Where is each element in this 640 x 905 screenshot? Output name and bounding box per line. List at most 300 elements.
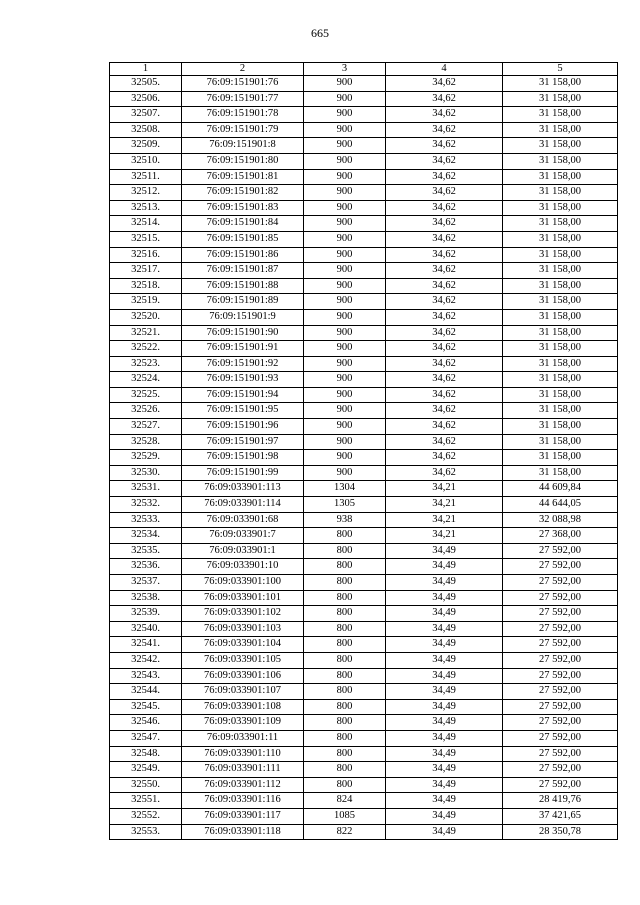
amount-cell: 27 592,00 — [503, 575, 618, 591]
cadastral-number-cell: 76:09:033901:111 — [182, 762, 304, 778]
row-number-cell: 32536. — [110, 559, 182, 575]
rate-cell: 34,49 — [386, 715, 503, 731]
area-cell: 800 — [304, 668, 386, 684]
area-cell: 900 — [304, 403, 386, 419]
area-cell: 1305 — [304, 497, 386, 513]
row-number-cell: 32518. — [110, 278, 182, 294]
table-row — [110, 278, 618, 294]
row-number-cell: 32510. — [110, 153, 182, 169]
table-row — [110, 76, 618, 92]
table-row — [110, 153, 618, 169]
cadastral-number-cell: 76:09:033901:7 — [182, 528, 304, 544]
column-header: 3 — [304, 63, 386, 76]
cadastral-number-cell: 76:09:151901:8 — [182, 138, 304, 154]
amount-cell: 27 592,00 — [503, 637, 618, 653]
table-row — [110, 559, 618, 575]
rate-cell: 34,49 — [386, 699, 503, 715]
row-number-cell: 32532. — [110, 497, 182, 513]
column-header: 1 — [110, 63, 182, 76]
area-cell: 800 — [304, 559, 386, 575]
amount-cell: 27 592,00 — [503, 684, 618, 700]
amount-cell: 31 158,00 — [503, 263, 618, 279]
table-row — [110, 325, 618, 341]
rate-cell: 34,62 — [386, 231, 503, 247]
row-number-cell: 32530. — [110, 465, 182, 481]
table-row — [110, 387, 618, 403]
amount-cell: 27 592,00 — [503, 590, 618, 606]
row-number-cell: 32538. — [110, 590, 182, 606]
column-header: 5 — [503, 63, 618, 76]
rate-cell: 34,49 — [386, 590, 503, 606]
cadastral-number-cell: 76:09:151901:78 — [182, 107, 304, 123]
area-cell: 900 — [304, 263, 386, 279]
cadastral-number-cell: 76:09:151901:90 — [182, 325, 304, 341]
area-cell: 800 — [304, 746, 386, 762]
table-row — [110, 434, 618, 450]
rate-cell: 34,49 — [386, 575, 503, 591]
table-row — [110, 185, 618, 201]
row-number-cell: 32524. — [110, 372, 182, 388]
header-row — [110, 63, 618, 76]
table-row — [110, 699, 618, 715]
cadastral-number-cell: 76:09:033901:117 — [182, 808, 304, 824]
cadastral-number-cell: 76:09:151901:85 — [182, 231, 304, 247]
area-cell: 824 — [304, 793, 386, 809]
cadastral-number-cell: 76:09:151901:88 — [182, 278, 304, 294]
area-cell: 800 — [304, 715, 386, 731]
row-number-cell: 32553. — [110, 824, 182, 840]
area-cell: 900 — [304, 372, 386, 388]
cadastral-number-cell: 76:09:151901:87 — [182, 263, 304, 279]
amount-cell: 31 158,00 — [503, 216, 618, 232]
cadastral-number-cell: 76:09:151901:99 — [182, 465, 304, 481]
amount-cell: 31 158,00 — [503, 107, 618, 123]
area-cell: 800 — [304, 762, 386, 778]
amount-cell: 31 158,00 — [503, 231, 618, 247]
amount-cell: 31 158,00 — [503, 294, 618, 310]
row-number-cell: 32526. — [110, 403, 182, 419]
row-number-cell: 32535. — [110, 543, 182, 559]
amount-cell: 27 592,00 — [503, 621, 618, 637]
row-number-cell: 32551. — [110, 793, 182, 809]
rate-cell: 34,62 — [386, 387, 503, 403]
table-row — [110, 403, 618, 419]
rate-cell: 34,62 — [386, 341, 503, 357]
cadastral-number-cell: 76:09:033901:104 — [182, 637, 304, 653]
row-number-cell: 32552. — [110, 808, 182, 824]
row-number-cell: 32513. — [110, 200, 182, 216]
cadastral-number-cell: 76:09:151901:91 — [182, 341, 304, 357]
rate-cell: 34,62 — [386, 403, 503, 419]
row-number-cell: 32515. — [110, 231, 182, 247]
amount-cell: 31 158,00 — [503, 247, 618, 263]
amount-cell: 37 421,65 — [503, 808, 618, 824]
rate-cell: 34,49 — [386, 808, 503, 824]
amount-cell: 31 158,00 — [503, 325, 618, 341]
rate-cell: 34,49 — [386, 606, 503, 622]
table-row — [110, 668, 618, 684]
table-row — [110, 216, 618, 232]
area-cell: 900 — [304, 185, 386, 201]
row-number-cell: 32527. — [110, 419, 182, 435]
amount-cell: 31 158,00 — [503, 138, 618, 154]
table-body — [110, 63, 618, 840]
rate-cell: 34,21 — [386, 528, 503, 544]
area-cell: 900 — [304, 107, 386, 123]
table-row — [110, 465, 618, 481]
rate-cell: 34,49 — [386, 621, 503, 637]
table-row — [110, 356, 618, 372]
rate-cell: 34,62 — [386, 107, 503, 123]
table-row — [110, 528, 618, 544]
cadastral-number-cell: 76:09:033901:101 — [182, 590, 304, 606]
area-cell: 1085 — [304, 808, 386, 824]
row-number-cell: 32509. — [110, 138, 182, 154]
row-number-cell: 32549. — [110, 762, 182, 778]
cadastral-number-cell: 76:09:151901:81 — [182, 169, 304, 185]
row-number-cell: 32505. — [110, 76, 182, 92]
amount-cell: 31 158,00 — [503, 356, 618, 372]
table-row — [110, 481, 618, 497]
cadastral-number-cell: 76:09:033901:11 — [182, 730, 304, 746]
cadastral-number-cell: 76:09:033901:109 — [182, 715, 304, 731]
cadastral-number-cell: 76:09:151901:96 — [182, 419, 304, 435]
rate-cell: 34,49 — [386, 824, 503, 840]
cadastral-number-cell: 76:09:033901:114 — [182, 497, 304, 513]
row-number-cell: 32545. — [110, 699, 182, 715]
amount-cell: 28 419,76 — [503, 793, 618, 809]
table-row — [110, 762, 618, 778]
rate-cell: 34,49 — [386, 684, 503, 700]
area-cell: 800 — [304, 543, 386, 559]
cadastral-number-cell: 76:09:033901:100 — [182, 575, 304, 591]
rate-cell: 34,62 — [386, 419, 503, 435]
row-number-cell: 32521. — [110, 325, 182, 341]
area-cell: 900 — [304, 309, 386, 325]
area-cell: 800 — [304, 606, 386, 622]
area-cell: 800 — [304, 621, 386, 637]
row-number-cell: 32541. — [110, 637, 182, 653]
table-row — [110, 543, 618, 559]
row-number-cell: 32512. — [110, 185, 182, 201]
amount-cell: 27 592,00 — [503, 730, 618, 746]
row-number-cell: 32534. — [110, 528, 182, 544]
cadastral-number-cell: 76:09:033901:116 — [182, 793, 304, 809]
row-number-cell: 32539. — [110, 606, 182, 622]
table-row — [110, 122, 618, 138]
rate-cell: 34,49 — [386, 746, 503, 762]
row-number-cell: 32507. — [110, 107, 182, 123]
table-row — [110, 777, 618, 793]
table-row — [110, 715, 618, 731]
table-row — [110, 419, 618, 435]
area-cell: 900 — [304, 153, 386, 169]
row-number-cell: 32516. — [110, 247, 182, 263]
rate-cell: 34,49 — [386, 668, 503, 684]
table-row — [110, 793, 618, 809]
cadastral-number-cell: 76:09:151901:89 — [182, 294, 304, 310]
table-row — [110, 138, 618, 154]
rate-cell: 34,62 — [386, 294, 503, 310]
rate-cell: 34,62 — [386, 450, 503, 466]
area-cell: 900 — [304, 122, 386, 138]
area-cell: 800 — [304, 777, 386, 793]
amount-cell: 31 158,00 — [503, 372, 618, 388]
cadastral-number-cell: 76:09:151901:79 — [182, 122, 304, 138]
column-header: 2 — [182, 63, 304, 76]
amount-cell: 31 158,00 — [503, 153, 618, 169]
row-number-cell: 32533. — [110, 512, 182, 528]
table-row — [110, 231, 618, 247]
row-number-cell: 32540. — [110, 621, 182, 637]
table-row — [110, 263, 618, 279]
cadastral-number-cell: 76:09:151901:97 — [182, 434, 304, 450]
amount-cell: 31 158,00 — [503, 91, 618, 107]
cadastral-number-cell: 76:09:151901:82 — [182, 185, 304, 201]
table-row — [110, 652, 618, 668]
cadastral-number-cell: 76:09:033901:106 — [182, 668, 304, 684]
amount-cell: 27 592,00 — [503, 746, 618, 762]
table-row — [110, 294, 618, 310]
amount-cell: 31 158,00 — [503, 200, 618, 216]
table-row — [110, 309, 618, 325]
rate-cell: 34,49 — [386, 543, 503, 559]
cadastral-number-cell: 76:09:033901:107 — [182, 684, 304, 700]
amount-cell: 31 158,00 — [503, 419, 618, 435]
area-cell: 900 — [304, 450, 386, 466]
amount-cell: 44 644,05 — [503, 497, 618, 513]
row-number-cell: 32531. — [110, 481, 182, 497]
amount-cell: 28 350,78 — [503, 824, 618, 840]
amount-cell: 31 158,00 — [503, 341, 618, 357]
table-row — [110, 730, 618, 746]
area-cell: 900 — [304, 325, 386, 341]
rate-cell: 34,62 — [386, 263, 503, 279]
rate-cell: 34,62 — [386, 247, 503, 263]
row-number-cell: 32522. — [110, 341, 182, 357]
amount-cell: 31 158,00 — [503, 450, 618, 466]
cadastral-number-cell: 76:09:151901:92 — [182, 356, 304, 372]
area-cell: 900 — [304, 434, 386, 450]
amount-cell: 31 158,00 — [503, 434, 618, 450]
cadastral-number-cell: 76:09:151901:76 — [182, 76, 304, 92]
amount-cell: 32 088,98 — [503, 512, 618, 528]
rate-cell: 34,49 — [386, 652, 503, 668]
rate-cell: 34,62 — [386, 138, 503, 154]
area-cell: 900 — [304, 76, 386, 92]
row-number-cell: 32506. — [110, 91, 182, 107]
table-row — [110, 746, 618, 762]
amount-cell: 27 592,00 — [503, 715, 618, 731]
amount-cell: 31 158,00 — [503, 185, 618, 201]
row-number-cell: 32548. — [110, 746, 182, 762]
area-cell: 800 — [304, 730, 386, 746]
rate-cell: 34,49 — [386, 793, 503, 809]
table-row — [110, 824, 618, 840]
rate-cell: 34,21 — [386, 481, 503, 497]
area-cell: 800 — [304, 575, 386, 591]
table-row — [110, 169, 618, 185]
area-cell: 800 — [304, 590, 386, 606]
cadastral-number-cell: 76:09:033901:110 — [182, 746, 304, 762]
rate-cell: 34,62 — [386, 216, 503, 232]
table-row — [110, 621, 618, 637]
amount-cell: 31 158,00 — [503, 465, 618, 481]
area-cell: 900 — [304, 247, 386, 263]
area-cell: 900 — [304, 387, 386, 403]
cadastral-number-cell: 76:09:033901:112 — [182, 777, 304, 793]
area-cell: 822 — [304, 824, 386, 840]
amount-cell: 27 592,00 — [503, 777, 618, 793]
cadastral-number-cell: 76:09:151901:93 — [182, 372, 304, 388]
table-row — [110, 91, 618, 107]
area-cell: 800 — [304, 528, 386, 544]
table-row — [110, 372, 618, 388]
cadastral-number-cell: 76:09:151901:86 — [182, 247, 304, 263]
table-row — [110, 450, 618, 466]
row-number-cell: 32529. — [110, 450, 182, 466]
area-cell: 1304 — [304, 481, 386, 497]
row-number-cell: 32537. — [110, 575, 182, 591]
cadastral-number-cell: 76:09:151901:84 — [182, 216, 304, 232]
row-number-cell: 32543. — [110, 668, 182, 684]
cadastral-number-cell: 76:09:033901:118 — [182, 824, 304, 840]
row-number-cell: 32519. — [110, 294, 182, 310]
amount-cell: 27 592,00 — [503, 668, 618, 684]
rate-cell: 34,62 — [386, 465, 503, 481]
row-number-cell: 32511. — [110, 169, 182, 185]
table-row — [110, 512, 618, 528]
amount-cell: 27 592,00 — [503, 606, 618, 622]
table-row — [110, 590, 618, 606]
cadastral-number-cell: 76:09:033901:113 — [182, 481, 304, 497]
area-cell: 900 — [304, 91, 386, 107]
amount-cell: 31 158,00 — [503, 278, 618, 294]
area-cell: 900 — [304, 169, 386, 185]
area-cell: 800 — [304, 684, 386, 700]
row-number-cell: 32508. — [110, 122, 182, 138]
cadastral-number-cell: 76:09:151901:94 — [182, 387, 304, 403]
row-number-cell: 32520. — [110, 309, 182, 325]
area-cell: 900 — [304, 465, 386, 481]
cadastral-number-cell: 76:09:033901:10 — [182, 559, 304, 575]
area-cell: 900 — [304, 278, 386, 294]
amount-cell: 27 592,00 — [503, 762, 618, 778]
amount-cell: 31 158,00 — [503, 169, 618, 185]
area-cell: 800 — [304, 699, 386, 715]
cadastral-number-cell: 76:09:151901:80 — [182, 153, 304, 169]
rate-cell: 34,62 — [386, 122, 503, 138]
rate-cell: 34,62 — [386, 169, 503, 185]
table-row — [110, 808, 618, 824]
area-cell: 900 — [304, 138, 386, 154]
amount-cell: 31 158,00 — [503, 76, 618, 92]
cadastral-number-cell: 76:09:033901:108 — [182, 699, 304, 715]
amount-cell: 27 592,00 — [503, 699, 618, 715]
table-row — [110, 684, 618, 700]
rate-cell: 34,62 — [386, 356, 503, 372]
cadastral-number-cell: 76:09:151901:9 — [182, 309, 304, 325]
amount-cell: 27 368,00 — [503, 528, 618, 544]
rate-cell: 34,62 — [386, 278, 503, 294]
row-number-cell: 32547. — [110, 730, 182, 746]
area-cell: 800 — [304, 637, 386, 653]
rate-cell: 34,49 — [386, 777, 503, 793]
table-row — [110, 200, 618, 216]
data-table — [109, 62, 618, 840]
row-number-cell: 32544. — [110, 684, 182, 700]
amount-cell: 27 592,00 — [503, 543, 618, 559]
rate-cell: 34,62 — [386, 185, 503, 201]
amount-cell: 31 158,00 — [503, 309, 618, 325]
area-cell: 900 — [304, 294, 386, 310]
area-cell: 900 — [304, 231, 386, 247]
rate-cell: 34,62 — [386, 76, 503, 92]
row-number-cell: 32514. — [110, 216, 182, 232]
row-number-cell: 32542. — [110, 652, 182, 668]
cadastral-number-cell: 76:09:151901:83 — [182, 200, 304, 216]
row-number-cell: 32550. — [110, 777, 182, 793]
area-cell: 900 — [304, 200, 386, 216]
column-header: 4 — [386, 63, 503, 76]
cadastral-number-cell: 76:09:033901:68 — [182, 512, 304, 528]
area-cell: 900 — [304, 356, 386, 372]
amount-cell: 27 592,00 — [503, 652, 618, 668]
row-number-cell: 32546. — [110, 715, 182, 731]
rate-cell: 34,62 — [386, 200, 503, 216]
page-number: 665 — [311, 26, 329, 40]
area-cell: 900 — [304, 216, 386, 232]
amount-cell: 27 592,00 — [503, 559, 618, 575]
table-row — [110, 497, 618, 513]
cadastral-number-cell: 76:09:033901:1 — [182, 543, 304, 559]
area-cell: 900 — [304, 341, 386, 357]
amount-cell: 31 158,00 — [503, 403, 618, 419]
table-row — [110, 107, 618, 123]
rate-cell: 34,49 — [386, 559, 503, 575]
cadastral-number-cell: 76:09:151901:77 — [182, 91, 304, 107]
cadastral-number-cell: 76:09:033901:103 — [182, 621, 304, 637]
rate-cell: 34,62 — [386, 372, 503, 388]
cadastral-number-cell: 76:09:033901:102 — [182, 606, 304, 622]
area-cell: 800 — [304, 652, 386, 668]
area-cell: 900 — [304, 419, 386, 435]
rate-cell: 34,49 — [386, 730, 503, 746]
table-row — [110, 341, 618, 357]
row-number-cell: 32525. — [110, 387, 182, 403]
rate-cell: 34,62 — [386, 91, 503, 107]
rate-cell: 34,49 — [386, 762, 503, 778]
cadastral-number-cell: 76:09:151901:98 — [182, 450, 304, 466]
table-row — [110, 606, 618, 622]
rate-cell: 34,62 — [386, 434, 503, 450]
rate-cell: 34,62 — [386, 325, 503, 341]
amount-cell: 31 158,00 — [503, 387, 618, 403]
amount-cell: 31 158,00 — [503, 122, 618, 138]
row-number-cell: 32517. — [110, 263, 182, 279]
table-row — [110, 575, 618, 591]
table-row — [110, 637, 618, 653]
rate-cell: 34,62 — [386, 153, 503, 169]
rate-cell: 34,21 — [386, 497, 503, 513]
cadastral-number-cell: 76:09:033901:105 — [182, 652, 304, 668]
rate-cell: 34,49 — [386, 637, 503, 653]
table-row — [110, 247, 618, 263]
rate-cell: 34,62 — [386, 309, 503, 325]
amount-cell: 44 609,84 — [503, 481, 618, 497]
rate-cell: 34,21 — [386, 512, 503, 528]
row-number-cell: 32528. — [110, 434, 182, 450]
